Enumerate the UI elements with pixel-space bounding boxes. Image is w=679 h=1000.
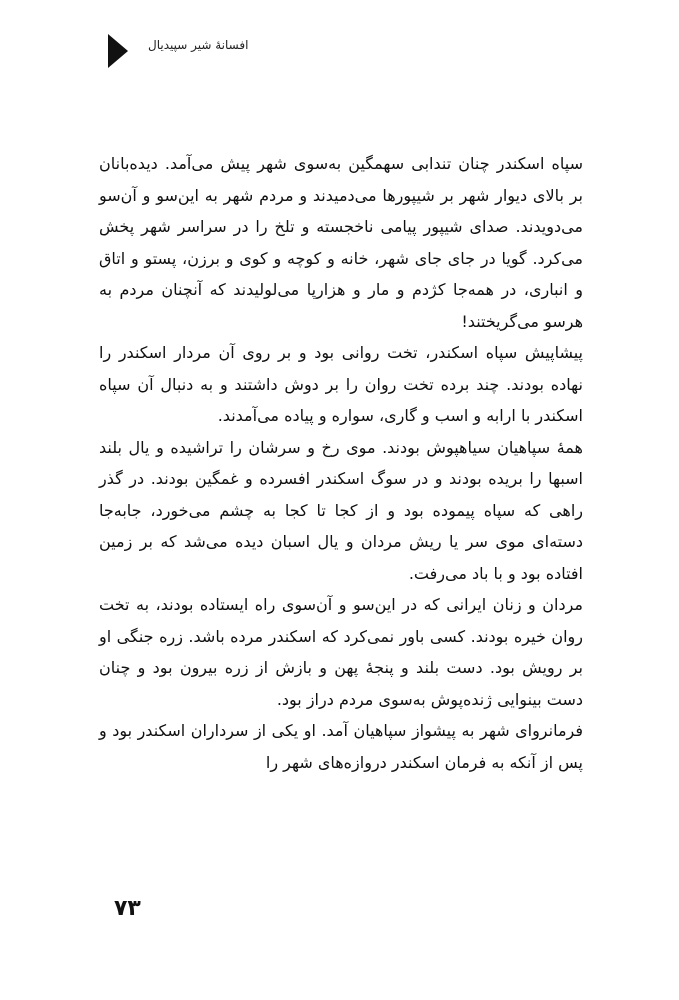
paragraph: پیشاپیش سپاه اسکندر، تخت روانی بود و بر روی آن مردار اسکندر را نهاده بودند. چند برده تخت روان را بر دوش داشتند و به دنبال آن سپاه اسکندر با ارابه و اسب و گاری، سواره و پیاده می‌آمدند.	[99, 343, 583, 425]
paragraph: فرمانروای شهر به پیشواز سپاهیان آمد. او یکی از سرداران اسکندر بود و پس از آنکه به فرمان اسکندر دروازه‌های شهر را	[99, 721, 583, 772]
paragraph: همهٔ سپاهیان سیاهپوش بودند. موی رخ و سرشان را تراشیده و یال بلند اسبها را بریده بودند و در سوگ اسکندر افسرده و غمگین بودند. در گذر راهی که سپاه پیموده بود و از کجا تا کجا به چشم می‌خورد، جابه‌جا دسته‌ای موی سر یا ریش مردان و یال اسبان دیده می‌شد که بر زمین افتاده بود و با باد می‌رفت.	[99, 437, 583, 583]
triangle-marker-icon	[108, 34, 128, 68]
paragraph: مردان و زنان ایرانی که در این‌سو و آن‌سوی راه ایستاده بودند، به تخت روان خیره بودند. کسی باور نمی‌کرد که اسکندر مرده باشد. زره جنگی او بر رویش بود. دست بلند و پنجهٔ پهن و بازش از زره بیرون بود و چنان دست بینوایی ژنده‌پوش به‌سوی مردم دراز بود.	[99, 595, 583, 709]
running-header	[108, 32, 619, 72]
paragraph: سپاه اسکندر چنان تندابی سهمگین به‌سوی شهر پیش می‌آمد. دیده‌بانان بر بالای دیوار شهر بر شیپورها می‌دمیدند و مردم شهر به این‌سو و آن‌سو می‌دویدند. صدای شیپور پیامی ناخجسته و تلخ را در سراسر شهر پخش می‌کرد. گویا در جای جای شهر، خانه و کوچه و کوی و برزن، پستو و اتاق و انباری، در همه‌جا کژدم و مار و هزارپا می‌لولیدند که آنچنان مردم به هرسو می‌گریختند!	[99, 154, 583, 331]
page-number: ۷۳	[114, 896, 141, 921]
book-title: افسانهٔ شیر سپیدیال	[148, 38, 249, 52]
body-text	[99, 148, 583, 778]
